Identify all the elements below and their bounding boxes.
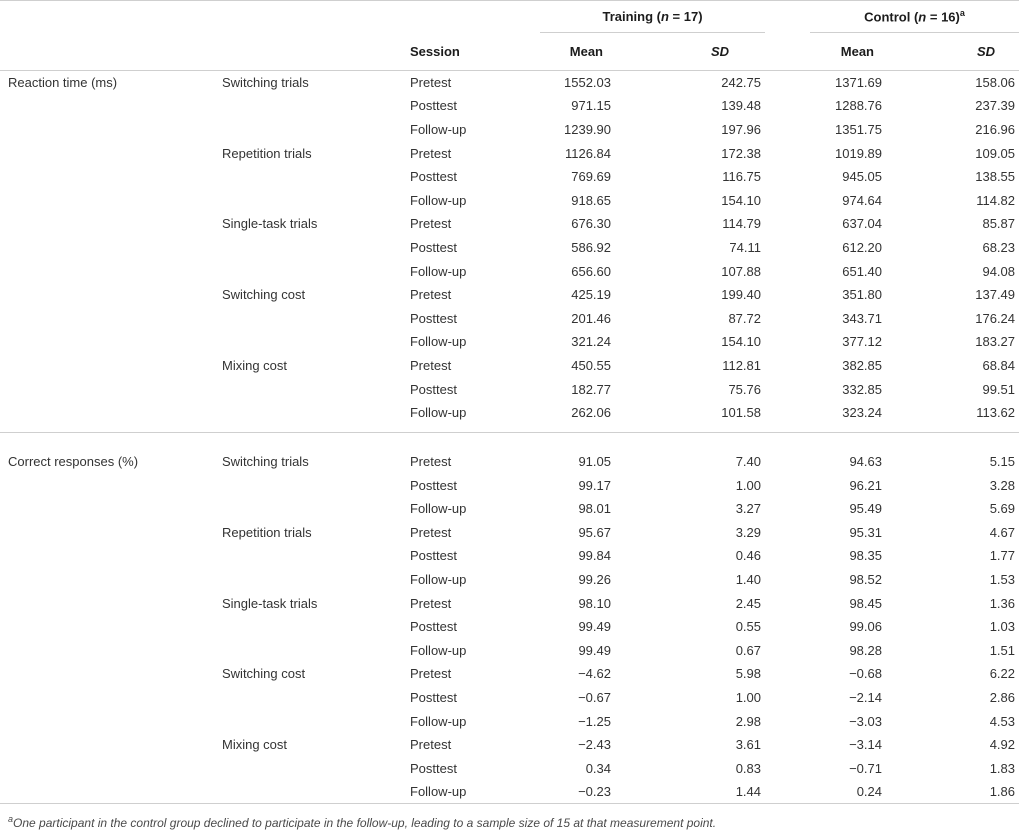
table-row (0, 212, 1019, 236)
session-cell: Pretest (410, 75, 452, 91)
control-mean-cell: 1371.69 (835, 75, 882, 91)
control-mean-cell: 98.35 (849, 548, 882, 564)
training-mean-cell: 262.06 (571, 404, 611, 420)
training-sd-cell: 2.98 (735, 713, 761, 729)
table-row (0, 473, 1019, 497)
section-label (0, 330, 215, 354)
control-sd-cell: 5.69 (989, 501, 1016, 517)
training-group-label: Training ( (602, 9, 661, 24)
training-sd-cell: 5.98 (735, 666, 761, 682)
column-gap (765, 639, 810, 663)
column-gap (765, 432, 810, 473)
table-row (0, 377, 1019, 401)
training-mean-cell: 91.05 (540, 432, 615, 473)
column-gap (765, 94, 810, 118)
session-cell: Follow-up (410, 784, 467, 800)
measure-label (215, 544, 402, 568)
training-mean-cell: 182.77 (571, 381, 611, 397)
footnote-text: One participant in the control group declined to participate in the follow-up, leading to a sample size of 15 at that measurement point. (13, 816, 717, 831)
session-cell: Follow-up (410, 404, 467, 420)
table-row (0, 639, 1019, 663)
training-mean-cell: 99.49 (578, 619, 611, 635)
section-label (0, 757, 215, 781)
column-gap (765, 401, 810, 433)
control-sd-cell: 183.27 (975, 334, 1016, 350)
control-mean-cell: −3.14 (849, 737, 882, 753)
section-label (0, 568, 215, 592)
control-mean-cell: 1351.75 (835, 121, 882, 137)
control-mean-cell: 98.28 (849, 642, 882, 658)
table-row (0, 497, 1019, 521)
training-mean-cell: 1552.03 (564, 75, 611, 91)
control-mean-cell: 612.20 (842, 239, 882, 255)
control-mean-cell: 637.04 (842, 216, 882, 232)
control-mean-cell: 351.80 (842, 287, 882, 303)
control-sd-cell: 216.96 (975, 121, 1016, 137)
column-gap (765, 118, 810, 142)
control-sd-cell: 176.24 (975, 310, 1016, 326)
control-sd-cell: 1.77 (989, 548, 1016, 564)
training-group-header (540, 1, 765, 33)
table-row (0, 118, 1019, 142)
column-gap (765, 141, 810, 165)
session-cell: Pretest (410, 216, 452, 232)
session-cell: Pretest (410, 357, 452, 373)
column-gap (765, 354, 810, 378)
section-label (0, 591, 215, 615)
training-sd-cell: 112.81 (722, 357, 761, 373)
measure-label (215, 497, 402, 521)
session-cell: Follow-up (410, 501, 467, 517)
session-cell: Posttest (410, 619, 457, 635)
training-sd-cell: 0.46 (735, 548, 761, 564)
section-label (0, 521, 215, 545)
column-header-row (0, 33, 1019, 71)
header-gap (765, 33, 810, 71)
column-gap (765, 521, 810, 545)
training-mean-cell: −2.43 (578, 737, 611, 753)
training-sd-cell: 87.72 (728, 310, 761, 326)
training-sd-cell: 242.75 (721, 75, 761, 91)
training-mean-cell: 99.17 (578, 477, 611, 493)
control-sd-cell: 99.51 (982, 381, 1016, 397)
control-sd-cell: 5.15 (886, 432, 1019, 473)
training-sd-cell: 0.55 (735, 619, 761, 635)
training-mean-cell: 98.10 (578, 595, 611, 611)
n-symbol: n (660, 9, 669, 24)
table-row (0, 544, 1019, 568)
control-mean-cell: 651.40 (842, 263, 882, 279)
section-label (0, 118, 215, 142)
table-row (0, 733, 1019, 757)
table-row (0, 591, 1019, 615)
section-label (0, 165, 215, 189)
training-mean-cell: 676.30 (571, 216, 611, 232)
training-mean-cell: 98.01 (578, 501, 611, 517)
column-gap (765, 473, 810, 497)
measure-label (215, 94, 402, 118)
table-row (0, 306, 1019, 330)
control-sd-cell: 3.28 (989, 477, 1016, 493)
training-mean-cell: −0.67 (578, 690, 611, 706)
measure-label: Repetition trials (222, 524, 312, 540)
section-label: Correct responses (%) (0, 432, 215, 473)
training-sd-cell: 172.38 (721, 145, 761, 161)
training-mean-cell: 918.65 (571, 192, 611, 208)
table-row (0, 259, 1019, 283)
control-sd-cell: 4.92 (989, 737, 1016, 753)
section-label (0, 212, 215, 236)
measure-label (215, 165, 402, 189)
section-label (0, 306, 215, 330)
table-row (0, 401, 1019, 433)
training-sd-cell: 3.29 (735, 524, 761, 540)
training-sd-cell: 7.40 (615, 432, 765, 473)
control-sd-cell: 138.55 (975, 169, 1016, 185)
section-label (0, 639, 215, 663)
training-mean-cell: 201.46 (571, 310, 611, 326)
control-sd-cell: 2.86 (989, 690, 1016, 706)
measure-label (215, 259, 402, 283)
table-row (0, 236, 1019, 260)
training-sd-cell: 1.00 (735, 477, 761, 493)
n-symbol: n (918, 9, 927, 25)
session-cell: Follow-up (410, 334, 467, 350)
session-cell: Pretest (410, 595, 452, 611)
column-gap (765, 733, 810, 757)
session-cell: Pretest (402, 432, 540, 473)
control-mean-cell: −2.14 (849, 690, 882, 706)
training-sd-cell: 74.11 (729, 239, 761, 255)
measure-label: Single-task trials (222, 216, 318, 232)
measure-label (215, 330, 402, 354)
column-gap (765, 686, 810, 710)
control-mean-cell: 98.52 (849, 572, 882, 588)
control-sd-cell: 1.53 (989, 572, 1016, 588)
header-spacer (0, 1, 540, 33)
control-mean-cell: 95.49 (849, 501, 882, 517)
session-cell: Pretest (410, 666, 452, 682)
session-column-header: Session (402, 33, 540, 71)
session-cell: Pretest (410, 287, 452, 303)
session-cell: Follow-up (410, 121, 467, 137)
session-cell: Posttest (410, 381, 457, 397)
measure-label (215, 473, 402, 497)
footnote-marker-sup: a (959, 8, 965, 19)
measure-label: Mixing cost (222, 357, 288, 373)
training-mean-cell: 99.49 (578, 642, 611, 658)
session-cell: Posttest (410, 98, 457, 114)
training-sd-cell: 75.76 (728, 381, 761, 397)
control-group-n: = 16) (926, 9, 960, 25)
measure-label (215, 615, 402, 639)
session-cell: Pretest (410, 524, 452, 540)
column-gap (765, 212, 810, 236)
section-label (0, 141, 215, 165)
measure-label (215, 709, 402, 733)
training-sd-cell: 139.48 (721, 98, 761, 114)
column-gap (765, 283, 810, 307)
control-mean-cell: 94.63 (810, 432, 886, 473)
training-sd-cell: 0.67 (735, 642, 761, 658)
measure-label (215, 639, 402, 663)
column-gap (765, 497, 810, 521)
session-cell: Follow-up (410, 572, 467, 588)
control-mean-cell: 1288.76 (835, 98, 882, 114)
training-mean-cell: 769.69 (571, 169, 611, 185)
column-gap (765, 544, 810, 568)
table-row (0, 165, 1019, 189)
table-row (0, 662, 1019, 686)
measure-label (215, 780, 402, 804)
table-row (0, 757, 1019, 781)
control-sd-cell: 1.83 (989, 760, 1016, 776)
column-gap (765, 188, 810, 212)
training-mean-cell: −4.62 (578, 666, 611, 682)
training-mean-cell: −1.25 (578, 713, 611, 729)
measure-label (215, 306, 402, 330)
section-label (0, 188, 215, 212)
control-sd-cell: 1.51 (989, 642, 1016, 658)
table-row (0, 615, 1019, 639)
training-mean-cell: 0.34 (585, 760, 611, 776)
control-sd-cell: 237.39 (975, 98, 1016, 114)
session-cell: Posttest (410, 760, 457, 776)
session-cell: Posttest (410, 310, 457, 326)
control-mean-cell: 95.31 (849, 524, 882, 540)
measure-label: Single-task trials (222, 595, 318, 611)
column-gap (765, 591, 810, 615)
column-gap (765, 709, 810, 733)
training-group-n: = 17) (668, 9, 703, 24)
control-mean-cell: 332.85 (842, 381, 882, 397)
control-mean-header: Mean (810, 33, 886, 71)
training-sd-cell: 154.10 (721, 192, 761, 208)
section-label (0, 497, 215, 521)
control-mean-cell: 99.06 (849, 619, 882, 635)
training-sd-cell: 199.40 (721, 287, 761, 303)
column-gap (765, 568, 810, 592)
group-header-row (0, 1, 1019, 33)
measure-label (215, 188, 402, 212)
section-label (0, 544, 215, 568)
control-mean-cell: 377.12 (842, 334, 882, 350)
measure-label: Switching trials (215, 432, 402, 473)
session-cell: Posttest (410, 477, 457, 493)
control-sd-cell: 4.53 (989, 713, 1016, 729)
training-mean-cell: 95.67 (578, 524, 611, 540)
measure-label (215, 757, 402, 781)
training-mean-header: Mean (540, 33, 615, 71)
table-row (0, 330, 1019, 354)
control-sd-cell: 68.84 (982, 357, 1016, 373)
training-mean-cell: 1126.84 (564, 145, 611, 161)
control-sd-cell: 4.67 (989, 524, 1016, 540)
column-gap (765, 780, 810, 804)
measure-label (215, 236, 402, 260)
training-sd-cell: 2.45 (735, 595, 761, 611)
column-gap (765, 259, 810, 283)
column-gap (765, 757, 810, 781)
control-mean-cell: 1019.89 (835, 145, 882, 161)
session-cell: Follow-up (410, 713, 467, 729)
session-cell: Follow-up (410, 263, 467, 279)
training-mean-cell: 99.26 (578, 572, 611, 588)
session-cell: Follow-up (410, 642, 467, 658)
table-row (0, 780, 1019, 804)
control-mean-cell: −0.68 (849, 666, 882, 682)
table-row (0, 432, 1019, 473)
column-gap (765, 165, 810, 189)
training-mean-cell: 321.24 (571, 334, 611, 350)
control-sd-cell: 6.22 (989, 666, 1016, 682)
control-group-header (810, 1, 1019, 33)
table-row (0, 283, 1019, 307)
training-sd-cell: 197.96 (721, 121, 761, 137)
table-row (0, 71, 1019, 95)
table-footnote (0, 804, 1019, 830)
table-row (0, 521, 1019, 545)
control-sd-cell: 68.23 (982, 239, 1016, 255)
measure-label (215, 686, 402, 710)
control-sd-header: SD (886, 33, 1019, 71)
section-label (0, 94, 215, 118)
section-label (0, 259, 215, 283)
session-cell: Posttest (410, 239, 457, 255)
column-gap (765, 615, 810, 639)
control-sd-cell: 1.36 (989, 595, 1016, 611)
table-row (0, 188, 1019, 212)
control-sd-cell: 109.05 (975, 145, 1016, 161)
table-row (0, 686, 1019, 710)
measure-label: Mixing cost (222, 737, 288, 753)
control-sd-cell: 113.62 (976, 404, 1016, 420)
control-mean-cell: 974.64 (842, 192, 882, 208)
control-group-label: Control ( (864, 9, 919, 25)
section-label (0, 780, 215, 804)
measure-label (215, 401, 402, 433)
control-mean-cell: −3.03 (849, 713, 882, 729)
session-cell: Pretest (410, 737, 452, 753)
training-mean-cell: 971.15 (571, 98, 611, 114)
column-gap (765, 662, 810, 686)
control-mean-cell: 0.24 (856, 784, 882, 800)
training-sd-cell: 107.88 (721, 263, 761, 279)
control-sd-cell: 137.49 (975, 287, 1016, 303)
section-label: Reaction time (ms) (8, 75, 118, 91)
session-cell: Posttest (410, 690, 457, 706)
control-sd-cell: 1.86 (989, 784, 1016, 800)
table-row (0, 354, 1019, 378)
training-sd-cell: 1.40 (735, 572, 761, 588)
section-label (0, 377, 215, 401)
section-label (0, 615, 215, 639)
training-sd-cell: 116.75 (722, 169, 761, 185)
column-gap (765, 377, 810, 401)
training-mean-cell: 450.55 (571, 357, 611, 373)
training-mean-cell: 586.92 (571, 239, 611, 255)
section-label (0, 733, 215, 757)
training-mean-cell: 656.60 (571, 263, 611, 279)
training-sd-cell: 114.79 (722, 216, 761, 232)
control-sd-cell: 85.87 (982, 216, 1016, 232)
section-label (0, 662, 215, 686)
control-mean-cell: 96.21 (849, 477, 882, 493)
table-row (0, 568, 1019, 592)
session-cell: Posttest (410, 548, 457, 564)
session-cell: Follow-up (410, 192, 467, 208)
control-sd-cell: 114.82 (976, 192, 1016, 208)
section-label (0, 473, 215, 497)
measure-label (215, 118, 402, 142)
control-mean-cell: 98.45 (849, 595, 882, 611)
section-label (0, 283, 215, 307)
training-sd-cell: 154.10 (721, 334, 761, 350)
measure-label (215, 568, 402, 592)
control-sd-cell: 158.06 (975, 75, 1016, 91)
table-row (0, 141, 1019, 165)
training-sd-cell: 1.44 (735, 784, 761, 800)
control-mean-cell: 343.71 (842, 310, 882, 326)
column-gap (765, 330, 810, 354)
header-spacer (0, 33, 215, 71)
table-row (0, 94, 1019, 118)
control-mean-cell: 945.05 (842, 169, 882, 185)
column-gap (765, 306, 810, 330)
measure-label: Switching cost (222, 287, 306, 303)
training-mean-cell: −0.23 (578, 784, 611, 800)
training-sd-header: SD (615, 33, 765, 71)
table-body (0, 71, 1019, 804)
session-cell: Posttest (410, 169, 457, 185)
measure-label: Repetition trials (222, 145, 312, 161)
measure-label: Switching trials (222, 75, 309, 91)
measure-label (215, 377, 402, 401)
footnote-marker: a (8, 814, 14, 825)
control-sd-cell: 1.03 (989, 619, 1016, 635)
measure-label: Switching cost (222, 666, 306, 682)
header-spacer (215, 33, 402, 71)
session-cell: Pretest (410, 145, 452, 161)
header-gap (765, 1, 810, 33)
control-mean-cell: −0.71 (849, 760, 882, 776)
training-sd-cell: 3.27 (735, 501, 761, 517)
control-mean-cell: 382.85 (842, 357, 882, 373)
training-sd-cell: 101.58 (721, 404, 761, 420)
training-mean-cell: 99.84 (578, 548, 611, 564)
column-gap (765, 71, 810, 95)
section-label (0, 236, 215, 260)
section-label (0, 401, 215, 433)
section-label (0, 354, 215, 378)
training-sd-cell: 1.00 (735, 690, 761, 706)
section-label (0, 709, 215, 733)
training-mean-cell: 1239.90 (564, 121, 611, 137)
section-label (0, 686, 215, 710)
table-row (0, 709, 1019, 733)
control-sd-cell: 94.08 (982, 263, 1016, 279)
column-gap (765, 236, 810, 260)
training-sd-cell: 0.83 (735, 760, 761, 776)
training-mean-cell: 425.19 (571, 287, 611, 303)
training-sd-cell: 3.61 (735, 737, 761, 753)
control-mean-cell: 323.24 (842, 404, 882, 420)
